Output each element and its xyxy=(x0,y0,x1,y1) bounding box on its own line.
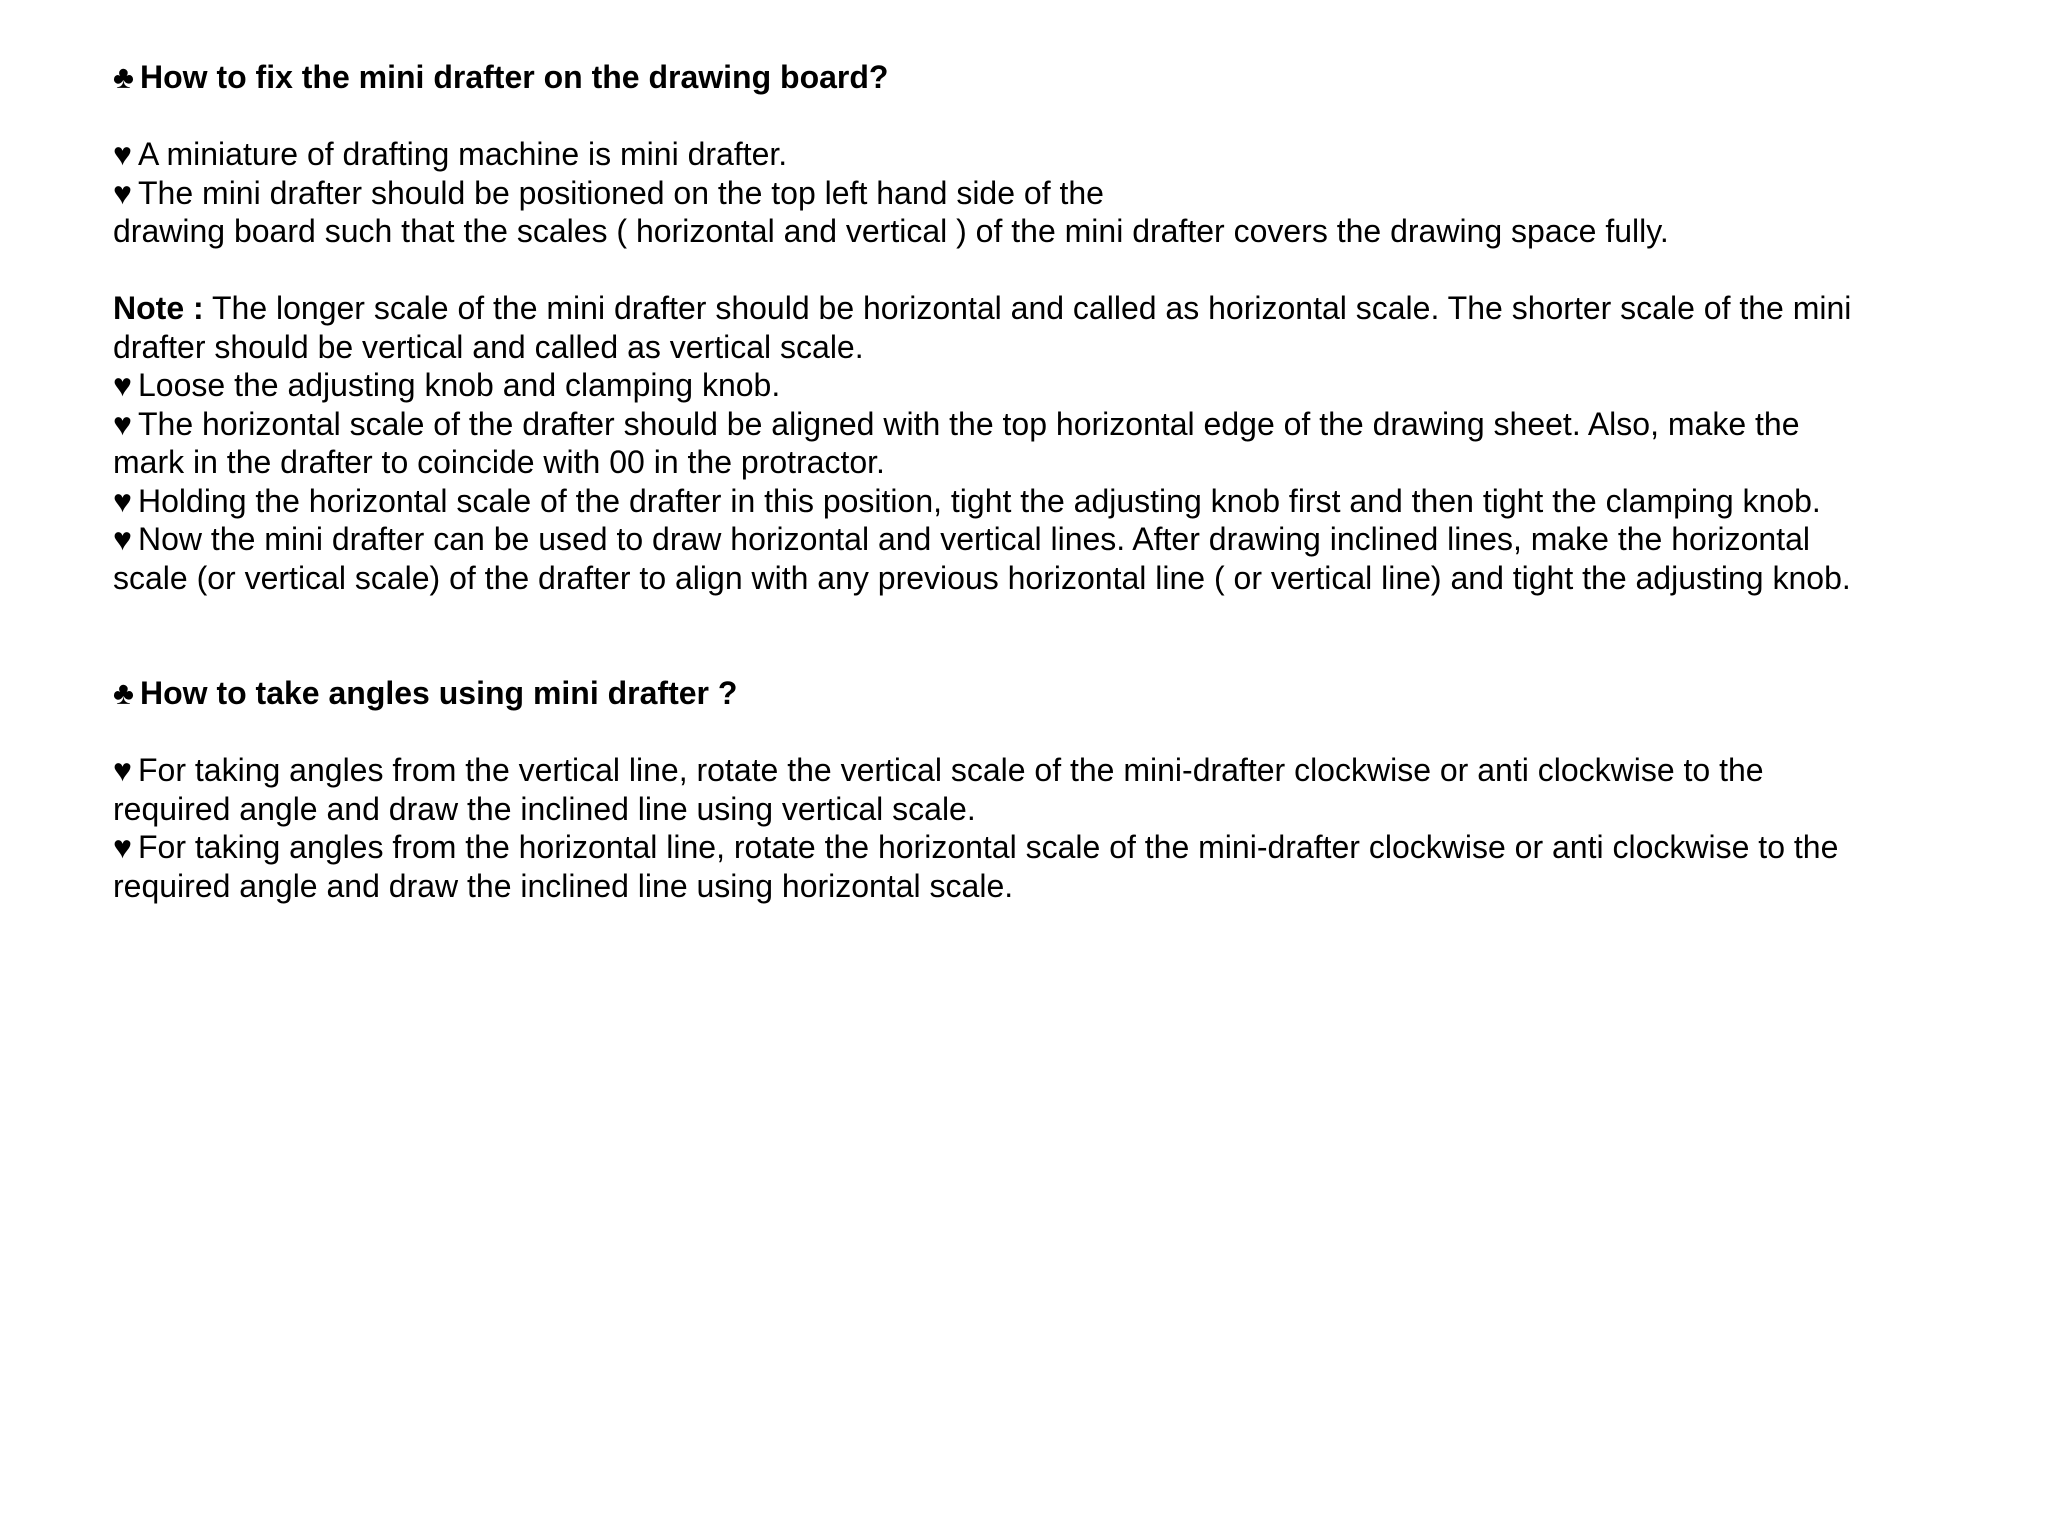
bullet-line xyxy=(113,174,2013,213)
note-label: Note : xyxy=(113,290,204,326)
bullet-text: The mini drafter should be positioned on the top left hand side of the xyxy=(138,174,1104,211)
heart-icon: ♥ xyxy=(113,405,132,442)
heart-icon: ♥ xyxy=(113,367,132,403)
bullet-line xyxy=(113,751,2013,790)
note-line xyxy=(113,289,2013,328)
heart-icon: ♥ xyxy=(113,174,132,211)
continuation-line: drafter should be vertical and called as vertical scale. xyxy=(113,328,864,365)
heart-icon: ♥ xyxy=(113,136,132,172)
spacer xyxy=(113,97,2013,136)
section1-heading-text: How to fix the mini drafter on the drawing board? xyxy=(140,59,889,95)
section2-heading xyxy=(113,674,2013,713)
bullet-text: Now the mini drafter can be used to draw horizontal and vertical lines. After drawing inclined lines, make the horizontal xyxy=(138,521,1810,557)
club-icon: ♣ xyxy=(113,59,134,95)
bullet-text: For taking angles from the horizontal line, rotate the horizontal scale of the mini-drafter clockwise or anti clockwise to the xyxy=(138,829,1839,865)
club-icon: ♣ xyxy=(113,675,134,711)
heart-icon: ♥ xyxy=(113,482,132,519)
bullet-line xyxy=(113,482,2013,521)
bullet-line xyxy=(113,366,2013,405)
spacer xyxy=(113,597,2013,674)
continuation-line: mark in the drafter to coincide with 00 in the protractor. xyxy=(113,444,885,480)
section1-heading xyxy=(113,58,2013,97)
continuation-line: required angle and draw the inclined line using vertical scale. xyxy=(113,790,976,827)
bullet-text: Loose the adjusting knob and clamping knob. xyxy=(138,367,781,403)
note-text: The longer scale of the mini drafter should be horizontal and called as horizontal scale. The shorter scale of the mini xyxy=(211,290,1852,326)
bullet-line xyxy=(113,828,2013,867)
bullet-line xyxy=(113,520,2013,559)
heart-icon: ♥ xyxy=(113,752,132,788)
spacer xyxy=(113,251,2013,290)
heart-icon: ♥ xyxy=(113,829,132,865)
heart-icon: ♥ xyxy=(113,521,132,557)
bullet-text: Holding the horizontal scale of the drafter in this position, tight the adjusting knob first and then tight the clamping knob. xyxy=(138,482,1821,519)
section2-heading-text: How to take angles using mini drafter ? xyxy=(140,675,738,711)
continuation-line: drawing board such that the scales ( horizontal and vertical ) of the mini drafter covers the drawing space fully. xyxy=(113,213,1669,249)
document-page xyxy=(113,58,2013,905)
bullet-line xyxy=(113,405,2013,444)
bullet-text: For taking angles from the vertical line, rotate the vertical scale of the mini-drafter clockwise or anti clockwise to the xyxy=(138,752,1764,788)
bullet-text: The horizontal scale of the drafter should be aligned with the top horizontal edge of the drawing sheet. Also, make the xyxy=(138,405,1800,442)
continuation-line: required angle and draw the inclined line using horizontal scale. xyxy=(113,867,1014,904)
continuation-line: scale (or vertical scale) of the drafter to align with any previous horizontal line ( or vertical line) and tight the adjusting knob. xyxy=(113,559,1851,596)
bullet-line xyxy=(113,135,2013,174)
bullet-text: A miniature of drafting machine is mini drafter. xyxy=(138,136,788,172)
spacer xyxy=(113,713,2013,752)
